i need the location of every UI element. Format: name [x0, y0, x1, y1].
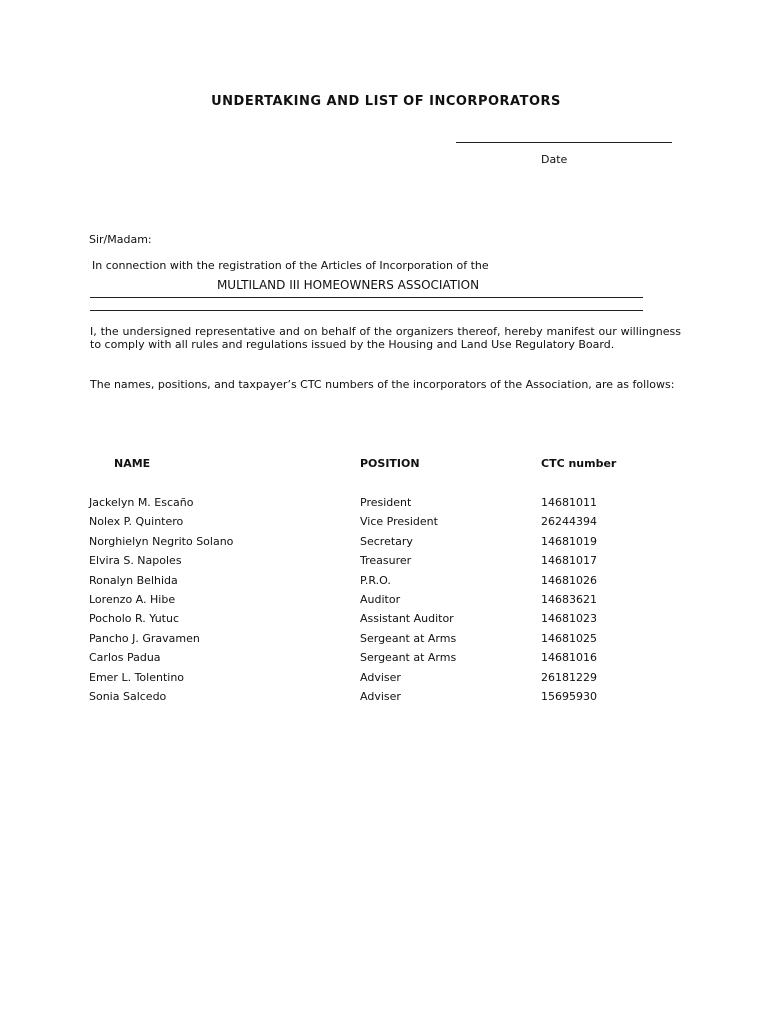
incorporator-name: Norghielyn Negrito Solano	[89, 534, 234, 548]
incorporators-intro-paragraph: The names, positions, and taxpayer’s CTC numbers of the incorporators of the Association, are as follows:	[90, 378, 675, 391]
incorporator-position: Auditor	[360, 592, 401, 606]
incorporator-ctc: 26181229	[541, 670, 597, 684]
incorporator-ctc: 26244394	[541, 515, 597, 529]
table-row	[0, 496, 768, 515]
table-row	[0, 593, 768, 612]
table-row	[0, 515, 768, 534]
table-row	[0, 651, 768, 670]
incorporator-name: Sonia Salcedo	[89, 689, 167, 703]
table-row	[0, 535, 768, 554]
intro-text: In connection with the registration of the Articles of Incorporation of the	[92, 259, 489, 272]
incorporator-position: Treasurer	[360, 554, 412, 568]
header-position: POSITION	[360, 457, 420, 470]
date-label: Date	[541, 153, 568, 166]
incorporator-ctc: 14681017	[541, 554, 597, 568]
date-blank-line	[456, 142, 672, 143]
incorporator-ctc: 14683621	[541, 592, 597, 606]
incorporator-name: Elvira S. Napoles	[89, 554, 182, 568]
incorporator-ctc: 14681026	[541, 573, 597, 587]
incorporator-ctc: 14681011	[541, 496, 597, 509]
incorporator-name: Lorenzo A. Hibe	[89, 592, 176, 606]
incorporator-name: Pancho J. Gravamen	[89, 631, 200, 645]
incorporator-name: Jackelyn M. Escaño	[89, 496, 194, 509]
incorporator-position: Secretary	[360, 534, 413, 548]
blank-line-2	[90, 310, 643, 311]
incorporators-table	[0, 496, 768, 709]
incorporator-position: President	[360, 496, 412, 509]
association-name: MULTILAND III HOMEOWNERS ASSOCIATION	[216, 278, 480, 292]
incorporator-name: Nolex P. Quintero	[89, 515, 184, 529]
table-row	[0, 671, 768, 690]
table-row	[0, 554, 768, 573]
incorporator-position: Adviser	[360, 670, 401, 684]
table-row	[0, 690, 768, 709]
undertaking-paragraph: I, the undersigned representative and on behalf of the organizers thereof, hereby manifest our willingness to comply with all rules and regulations issued by the Housing and Land Use Regulatory Board.	[90, 325, 681, 351]
incorporator-position: Vice President	[360, 515, 438, 529]
incorporator-position: Adviser	[360, 689, 401, 703]
header-name: NAME	[114, 457, 151, 470]
incorporator-position: Sergeant at Arms	[360, 651, 457, 665]
table-row	[0, 574, 768, 593]
salutation: Sir/Madam:	[89, 233, 152, 246]
table-row	[0, 612, 768, 631]
incorporator-name: Carlos Padua	[89, 651, 161, 665]
blank-line-1	[90, 297, 643, 298]
incorporator-ctc: 14681025	[541, 631, 597, 645]
incorporator-ctc: 14681023	[541, 612, 597, 626]
incorporator-ctc: 14681016	[541, 651, 597, 665]
incorporator-position: P.R.O.	[360, 573, 391, 587]
incorporator-position: Assistant Auditor	[360, 612, 454, 626]
document-title: UNDERTAKING AND LIST OF INCORPORATORS	[211, 94, 561, 109]
incorporator-name: Pocholo R. Yutuc	[89, 612, 180, 626]
table-row	[0, 632, 768, 651]
incorporator-name: Emer L. Tolentino	[89, 670, 185, 684]
incorporator-ctc: 15695930	[541, 689, 597, 703]
incorporator-name: Ronalyn Belhida	[89, 573, 178, 587]
header-ctc-number: CTC number	[541, 457, 617, 470]
incorporator-ctc: 14681019	[541, 534, 597, 548]
incorporator-position: Sergeant at Arms	[360, 631, 457, 645]
